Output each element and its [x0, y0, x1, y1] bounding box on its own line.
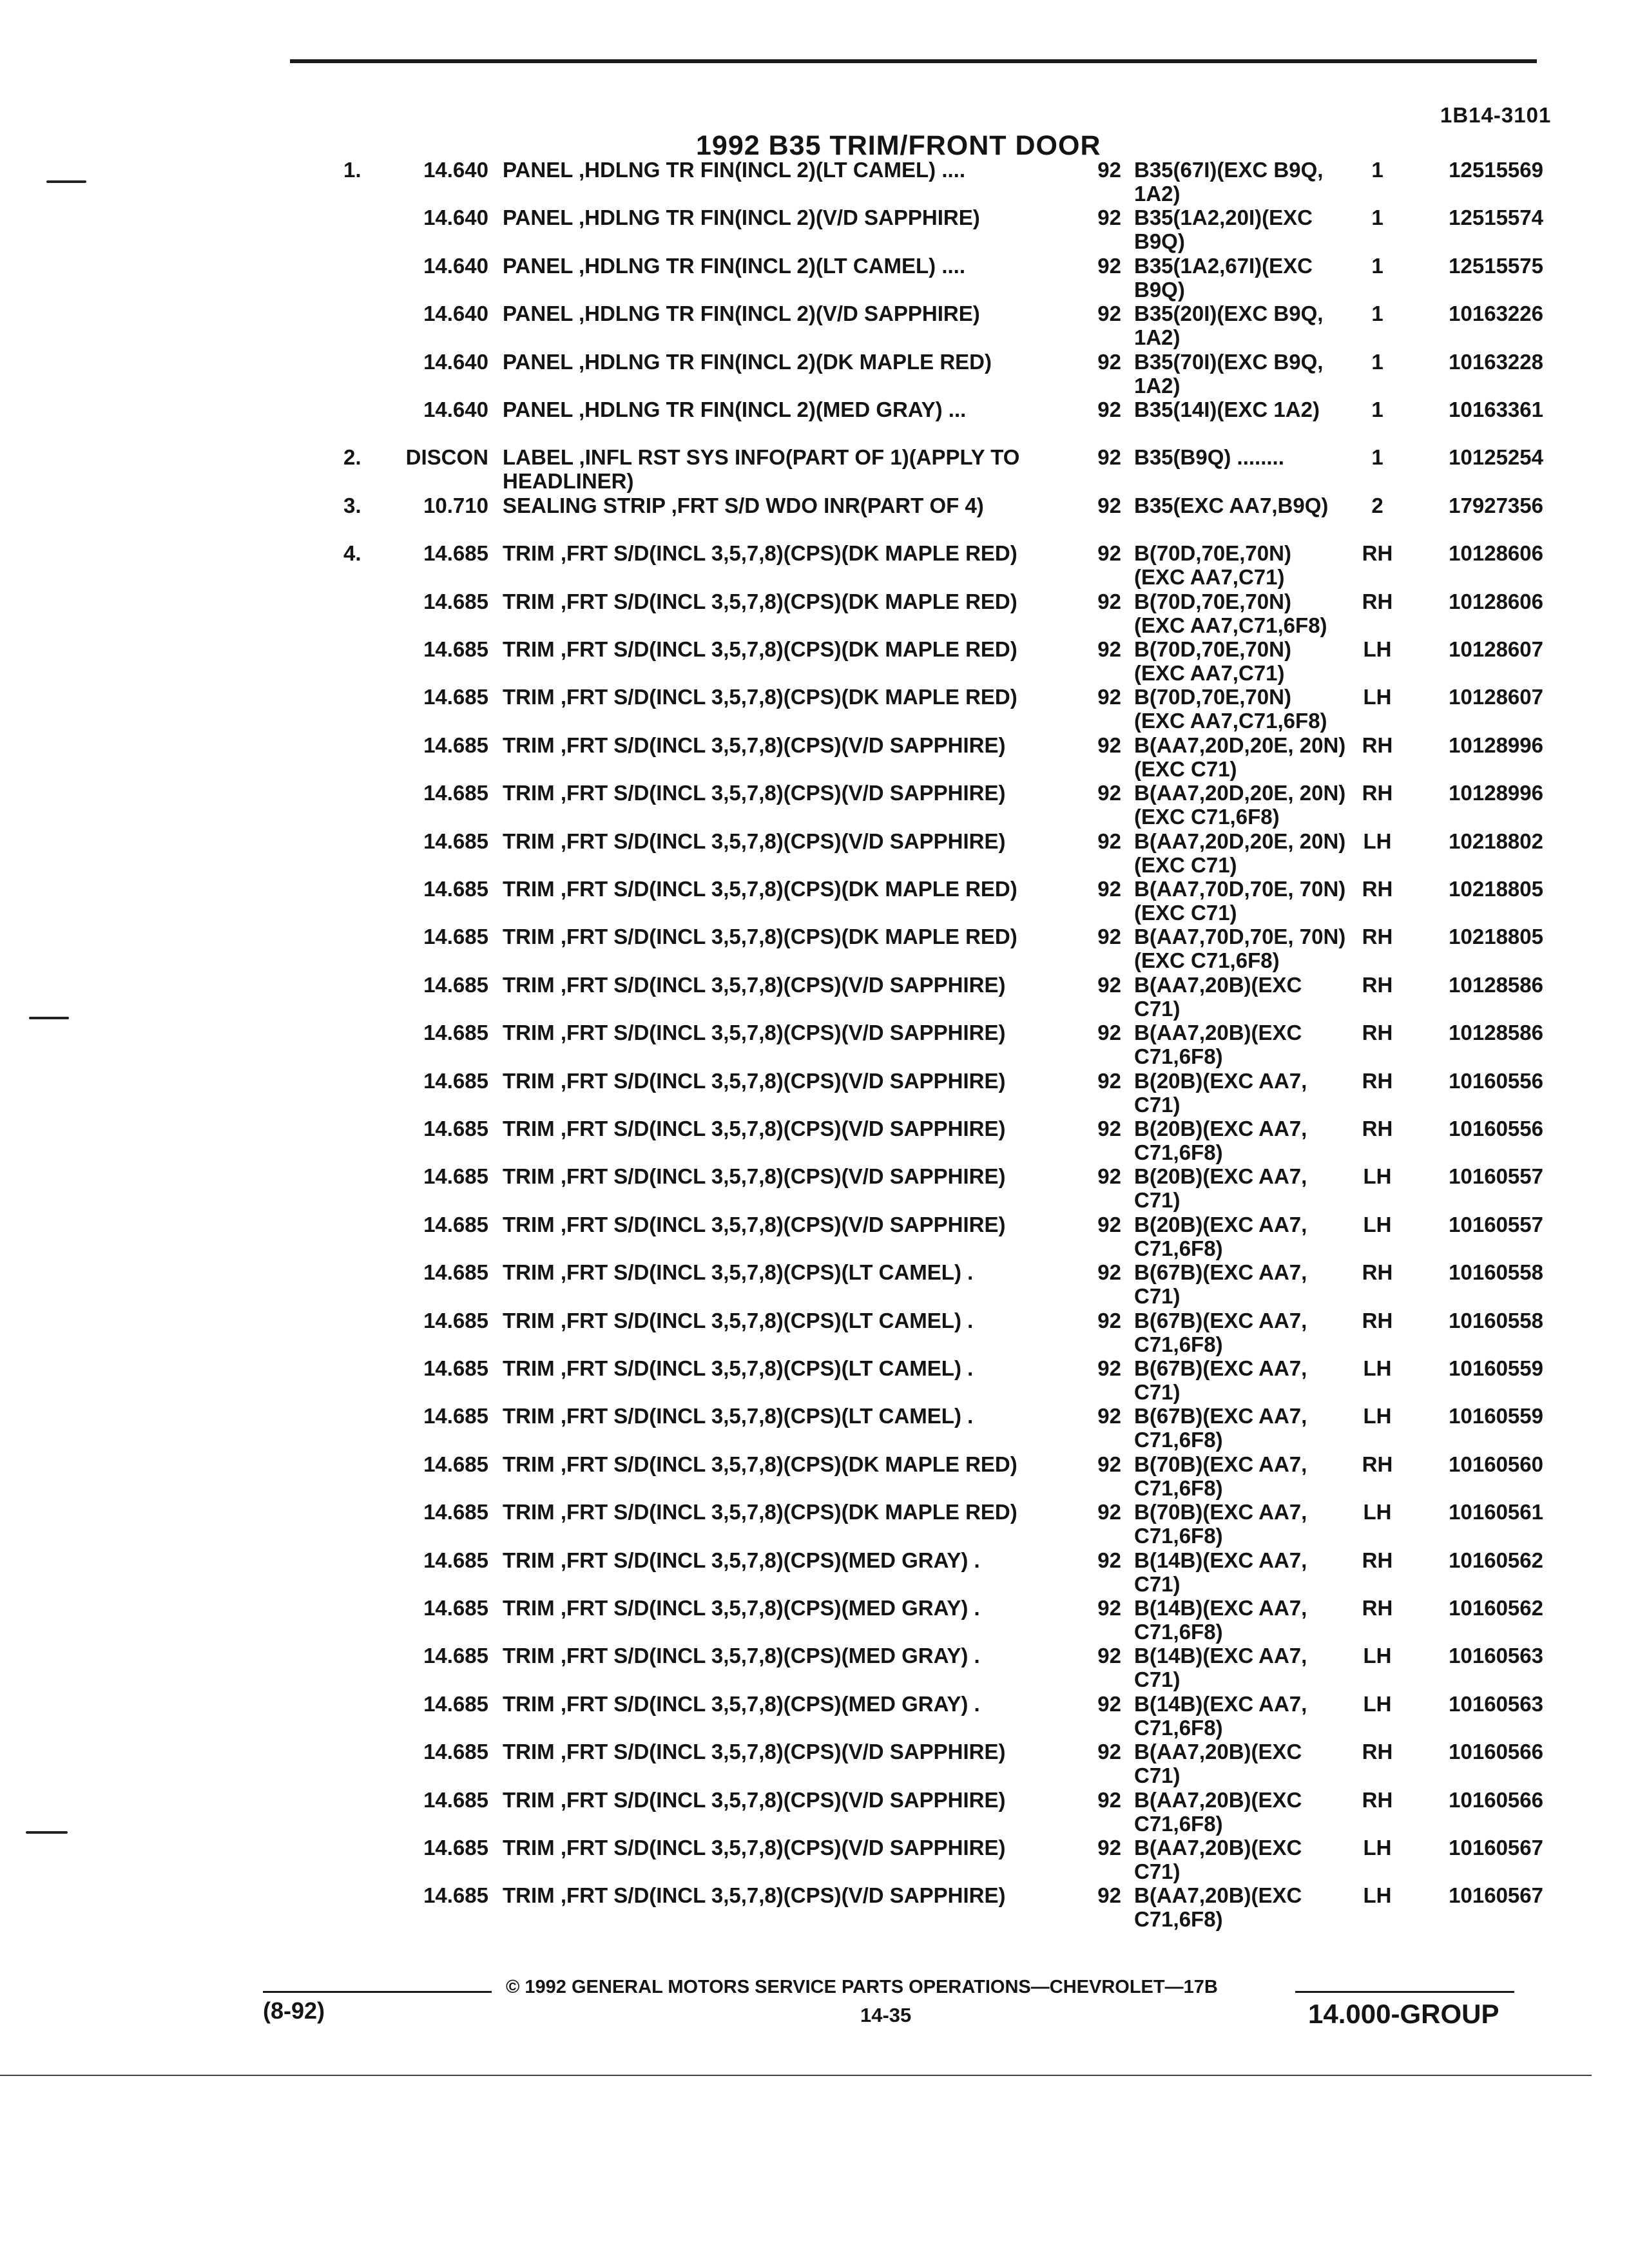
model-year: 92 [1097, 1836, 1121, 1860]
list-item [0, 1548, 1629, 1596]
group-number: 14.685 [423, 1021, 488, 1045]
usage-code: B(14B)(EXC AA7, C71) [1134, 1644, 1307, 1692]
part-number: 10160558 [1449, 1308, 1543, 1332]
quantity: RH [1362, 1787, 1393, 1812]
part-description: TRIM ,FRT S/D(INCL 3,5,7,8)(CPS)(DK MAPLE RED) [503, 637, 1017, 661]
usage-code: B(AA7,20B)(EXC C71,6F8) [1134, 1787, 1302, 1836]
list-item [0, 1596, 1629, 1644]
model-year: 92 [1097, 253, 1121, 278]
quantity: 1 [1371, 349, 1383, 374]
part-number: 10128586 [1449, 972, 1543, 997]
part-description: TRIM ,FRT S/D(INCL 3,5,7,8)(CPS)(MED GRAY) . [503, 1548, 980, 1572]
quantity: LH [1363, 1404, 1392, 1428]
list-item [0, 445, 1629, 493]
quantity: 1 [1371, 398, 1383, 421]
part-description: SEALING STRIP ,FRT S/D WDO INR(PART OF 4) [503, 493, 984, 517]
model-year: 92 [1097, 1787, 1121, 1812]
usage-code: B(70D,70E,70N) (EXC AA7,C71) [1134, 541, 1291, 590]
part-description: TRIM ,FRT S/D(INCL 3,5,7,8)(CPS)(V/D SAPPHIRE) [503, 1212, 1006, 1236]
model-year: 92 [1097, 1883, 1121, 1908]
group-number: 14.685 [423, 1691, 488, 1716]
part-number: 10160557 [1449, 1164, 1543, 1189]
model-year: 92 [1097, 1164, 1121, 1189]
group-number: 14.685 [423, 1356, 488, 1380]
part-description: TRIM ,FRT S/D(INCL 3,5,7,8)(CPS)(V/D SAPPHIRE) [503, 1787, 1006, 1812]
list-item [0, 1404, 1629, 1452]
usage-code: B35(1A2,20I)(EXC B9Q) [1134, 206, 1313, 254]
list-item [0, 637, 1629, 685]
part-description: TRIM ,FRT S/D(INCL 3,5,7,8)(CPS)(DK MAPLE RED) [503, 685, 1017, 709]
quantity: RH [1362, 1117, 1393, 1140]
list-item [0, 1069, 1629, 1117]
group-number: 14.685 [423, 1068, 488, 1093]
group-number: 14.685 [423, 1787, 488, 1812]
part-number: 10160562 [1449, 1548, 1543, 1572]
usage-code: B35(B9Q) ........ [1134, 445, 1284, 470]
list-item [0, 1309, 1629, 1356]
part-description: TRIM ,FRT S/D(INCL 3,5,7,8)(CPS)(V/D SAPPHIRE) [503, 1740, 1006, 1764]
quantity: LH [1363, 1212, 1392, 1236]
model-year: 92 [1097, 685, 1121, 709]
part-description: TRIM ,FRT S/D(INCL 3,5,7,8)(CPS)(V/D SAPPHIRE) [503, 1836, 1006, 1860]
usage-code: B(AA7,20B)(EXC C71) [1134, 972, 1302, 1021]
group-number: 14.685 [423, 1548, 488, 1572]
model-year: 92 [1097, 493, 1121, 517]
part-description: TRIM ,FRT S/D(INCL 3,5,7,8)(CPS)(V/D SAPPHIRE) [503, 829, 1006, 853]
part-number: 10160557 [1449, 1212, 1543, 1236]
list-item [0, 877, 1629, 925]
model-year: 92 [1097, 1740, 1121, 1764]
group-number: 14.685 [423, 1164, 488, 1189]
group-number: 10.710 [423, 493, 488, 517]
list-item [0, 350, 1629, 398]
model-year: 92 [1097, 158, 1121, 182]
usage-code: B(67B)(EXC AA7, C71,6F8) [1134, 1404, 1307, 1452]
part-description: PANEL ,HDLNG TR FIN(INCL 2)(MED GRAY) ... [503, 398, 967, 421]
group-number: 14.685 [423, 781, 488, 805]
part-description: PANEL ,HDLNG TR FIN(INCL 2)(V/D SAPPHIRE) [503, 302, 980, 326]
model-year: 92 [1097, 1500, 1121, 1524]
part-description: TRIM ,FRT S/D(INCL 3,5,7,8)(CPS)(MED GRAY) . [503, 1691, 980, 1716]
usage-code: B35(70I)(EXC B9Q, 1A2) [1134, 349, 1324, 398]
part-number: 10128607 [1449, 685, 1543, 709]
model-year: 92 [1097, 541, 1121, 566]
footer-rule-right [1295, 1991, 1514, 1993]
list-item [0, 685, 1629, 733]
list-item [0, 1644, 1629, 1691]
part-number: 10160560 [1449, 1452, 1543, 1476]
part-number: 10160566 [1449, 1787, 1543, 1812]
part-description: TRIM ,FRT S/D(INCL 3,5,7,8)(CPS)(V/D SAPPHIRE) [503, 1021, 1006, 1045]
group-number: 14.685 [423, 733, 488, 757]
usage-code: B(20B)(EXC AA7, C71) [1134, 1164, 1307, 1213]
group-number: 14.640 [423, 158, 488, 182]
usage-code: B(67B)(EXC AA7, C71) [1134, 1260, 1307, 1309]
part-description: TRIM ,FRT S/D(INCL 3,5,7,8)(CPS)(V/D SAPPHIRE) [503, 972, 1006, 997]
part-description: TRIM ,FRT S/D(INCL 3,5,7,8)(CPS)(MED GRAY) . [503, 1644, 980, 1668]
model-year: 92 [1097, 398, 1121, 421]
part-description: PANEL ,HDLNG TR FIN(INCL 2)(LT CAMEL) .... [503, 158, 966, 182]
usage-code: B(AA7,20B)(EXC C71,6F8) [1134, 1021, 1302, 1069]
part-description: TRIM ,FRT S/D(INCL 3,5,7,8)(CPS)(DK MAPLE RED) [503, 541, 1017, 566]
usage-code: B(AA7,20D,20E, 20N)(EXC C71) [1134, 829, 1346, 877]
list-item [0, 1500, 1629, 1548]
part-number: 10160566 [1449, 1740, 1543, 1764]
list-item [0, 1356, 1629, 1404]
part-description: TRIM ,FRT S/D(INCL 3,5,7,8)(CPS)(V/D SAPPHIRE) [503, 1068, 1006, 1093]
group-number: 14.640 [423, 302, 488, 326]
quantity: 1 [1371, 302, 1383, 326]
part-number: 10125254 [1449, 445, 1543, 470]
part-number: 10128606 [1449, 541, 1543, 566]
quantity: RH [1362, 1452, 1393, 1476]
part-number: 10160562 [1449, 1596, 1543, 1620]
part-description: TRIM ,FRT S/D(INCL 3,5,7,8)(CPS)(MED GRAY) . [503, 1596, 980, 1620]
part-description: TRIM ,FRT S/D(INCL 3,5,7,8)(CPS)(V/D SAPPHIRE) [503, 1117, 1006, 1140]
quantity: 1 [1371, 445, 1383, 470]
model-year: 92 [1097, 589, 1121, 613]
group-number: 14.685 [423, 877, 488, 901]
usage-code: B35(EXC AA7,B9Q) [1134, 493, 1329, 517]
part-number: 10218805 [1449, 877, 1543, 901]
quantity: RH [1362, 1740, 1393, 1764]
group-number: 14.685 [423, 589, 488, 613]
quantity: RH [1362, 877, 1393, 901]
usage-code: B(AA7,20D,20E, 20N)(EXC C71,6F8) [1134, 781, 1346, 829]
part-description: TRIM ,FRT S/D(INCL 3,5,7,8)(CPS)(DK MAPLE RED) [503, 589, 1017, 613]
part-number: 10128996 [1449, 781, 1543, 805]
part-number: 10160561 [1449, 1500, 1543, 1524]
quantity: RH [1362, 925, 1393, 949]
usage-code: B(14B)(EXC AA7, C71,6F8) [1134, 1691, 1307, 1740]
part-number: 10128586 [1449, 1021, 1543, 1045]
model-year: 92 [1097, 733, 1121, 757]
list-item [0, 1883, 1629, 1931]
group-number: 14.685 [423, 1836, 488, 1860]
part-number: 10160559 [1449, 1356, 1543, 1380]
usage-code: B35(67I)(EXC B9Q, 1A2) [1134, 158, 1324, 206]
group-number: 14.640 [423, 398, 488, 421]
usage-code: B(AA7,20B)(EXC C71,6F8) [1134, 1883, 1302, 1932]
part-description: TRIM ,FRT S/D(INCL 3,5,7,8)(CPS)(V/D SAPPHIRE) [503, 781, 1006, 805]
model-year: 92 [1097, 1452, 1121, 1476]
usage-code: B(AA7,70D,70E, 70N)(EXC C71,6F8) [1134, 925, 1346, 973]
model-year: 92 [1097, 925, 1121, 949]
usage-code: B(14B)(EXC AA7, C71,6F8) [1134, 1596, 1307, 1644]
item-number: 4. [343, 541, 361, 566]
group-number: DISCON [405, 445, 488, 470]
model-year: 92 [1097, 1021, 1121, 1045]
quantity: LH [1363, 1500, 1392, 1524]
group-label: 14.000-GROUP [1308, 1999, 1499, 2029]
part-number: 12515574 [1449, 206, 1543, 230]
part-number: 10163226 [1449, 302, 1543, 326]
model-year: 92 [1097, 206, 1121, 230]
part-description: TRIM ,FRT S/D(INCL 3,5,7,8)(CPS)(V/D SAPPHIRE) [503, 733, 1006, 757]
part-number: 10160558 [1449, 1260, 1543, 1285]
list-item [0, 1452, 1629, 1500]
group-number: 14.685 [423, 925, 488, 949]
quantity: LH [1363, 1691, 1392, 1716]
list-item [0, 206, 1629, 253]
part-number: 10160563 [1449, 1691, 1543, 1716]
part-number: 10128607 [1449, 637, 1543, 661]
usage-code: B(20B)(EXC AA7, C71,6F8) [1134, 1117, 1307, 1164]
part-description: TRIM ,FRT S/D(INCL 3,5,7,8)(CPS)(DK MAPLE RED) [503, 1452, 1017, 1476]
usage-code: B(70B)(EXC AA7, C71,6F8) [1134, 1452, 1307, 1500]
revision-date: (8-92) [263, 1997, 325, 2024]
usage-code: B(67B)(EXC AA7, C71,6F8) [1134, 1308, 1307, 1356]
quantity: RH [1362, 541, 1393, 566]
part-number: 12515569 [1449, 158, 1543, 182]
list-item [0, 1260, 1629, 1308]
part-number: 10218802 [1449, 829, 1543, 853]
part-description: TRIM ,FRT S/D(INCL 3,5,7,8)(CPS)(V/D SAPPHIRE) [503, 1883, 1006, 1908]
quantity: LH [1363, 685, 1392, 709]
part-number: 10163228 [1449, 349, 1543, 374]
model-year: 92 [1097, 781, 1121, 805]
group-number: 14.685 [423, 1117, 488, 1140]
quantity: LH [1363, 1883, 1392, 1908]
group-number: 14.685 [423, 1644, 488, 1668]
usage-code: B35(14I)(EXC 1A2) [1134, 398, 1320, 421]
part-description: LABEL ,INFL RST SYS INFO(PART OF 1)(APPLY TO HEADLINER) [503, 445, 1020, 494]
part-description: PANEL ,HDLNG TR FIN(INCL 2)(V/D SAPPHIRE) [503, 206, 980, 230]
usage-code: B(70D,70E,70N) (EXC AA7,C71) [1134, 637, 1291, 685]
quantity: RH [1362, 781, 1393, 805]
part-number: 10218805 [1449, 925, 1543, 949]
part-number: 10160559 [1449, 1404, 1543, 1428]
part-description: TRIM ,FRT S/D(INCL 3,5,7,8)(CPS)(V/D SAPPHIRE) [503, 1164, 1006, 1189]
model-year: 92 [1097, 972, 1121, 997]
usage-code: B(AA7,70D,70E, 70N)(EXC C71) [1134, 877, 1346, 925]
list-item [0, 1836, 1629, 1883]
usage-code: B(AA7,20D,20E, 20N)(EXC C71) [1134, 733, 1346, 781]
document-code: 1B14-3101 [1440, 103, 1552, 127]
quantity: LH [1363, 1356, 1392, 1380]
page-title: 1992 B35 TRIM/FRONT DOOR [696, 130, 1101, 161]
model-year: 92 [1097, 1260, 1121, 1285]
group-number: 14.685 [423, 1212, 488, 1236]
model-year: 92 [1097, 1308, 1121, 1332]
group-number: 14.685 [423, 972, 488, 997]
part-number: 10160567 [1449, 1836, 1543, 1860]
list-item [0, 1692, 1629, 1740]
model-year: 92 [1097, 1404, 1121, 1428]
usage-code: B(70B)(EXC AA7, C71,6F8) [1134, 1500, 1307, 1548]
item-number: 1. [343, 158, 361, 182]
quantity: RH [1362, 1021, 1393, 1045]
model-year: 92 [1097, 1212, 1121, 1236]
group-number: 14.685 [423, 637, 488, 661]
list-item [0, 541, 1629, 589]
part-description: TRIM ,FRT S/D(INCL 3,5,7,8)(CPS)(DK MAPLE RED) [503, 877, 1017, 901]
quantity: LH [1363, 1836, 1392, 1860]
part-description: TRIM ,FRT S/D(INCL 3,5,7,8)(CPS)(DK MAPLE RED) [503, 925, 1017, 949]
usage-code: B(14B)(EXC AA7, C71) [1134, 1548, 1307, 1596]
list-item [0, 973, 1629, 1021]
group-number: 14.640 [423, 206, 488, 230]
model-year: 92 [1097, 302, 1121, 326]
group-number: 14.685 [423, 1883, 488, 1908]
list-item [0, 1021, 1629, 1068]
list-item [0, 733, 1629, 781]
group-number: 14.685 [423, 1308, 488, 1332]
part-number: 10128996 [1449, 733, 1543, 757]
page-number: 14-35 [860, 2004, 912, 2026]
part-number: 10160556 [1449, 1068, 1543, 1093]
part-number: 10160567 [1449, 1883, 1543, 1908]
group-number: 14.685 [423, 1260, 488, 1285]
quantity: LH [1363, 637, 1392, 661]
model-year: 92 [1097, 1596, 1121, 1620]
part-description: TRIM ,FRT S/D(INCL 3,5,7,8)(CPS)(DK MAPLE RED) [503, 1500, 1017, 1524]
model-year: 92 [1097, 1644, 1121, 1668]
usage-code: B(70D,70E,70N) (EXC AA7,C71,6F8) [1134, 589, 1327, 637]
part-number: 12515575 [1449, 253, 1543, 278]
group-number: 14.640 [423, 349, 488, 374]
model-year: 92 [1097, 1548, 1121, 1572]
list-item [0, 1117, 1629, 1164]
item-number: 3. [343, 493, 361, 517]
model-year: 92 [1097, 637, 1121, 661]
list-item [0, 1164, 1629, 1212]
usage-code: B(AA7,20B)(EXC C71) [1134, 1740, 1302, 1788]
model-year: 92 [1097, 445, 1121, 470]
list-item [0, 1788, 1629, 1836]
quantity: 1 [1371, 206, 1383, 230]
list-item [0, 254, 1629, 302]
part-description: TRIM ,FRT S/D(INCL 3,5,7,8)(CPS)(LT CAMEL) . [503, 1260, 974, 1285]
usage-code: B35(20I)(EXC B9Q, 1A2) [1134, 302, 1324, 350]
model-year: 92 [1097, 829, 1121, 853]
group-number: 14.685 [423, 1596, 488, 1620]
list-item [0, 158, 1629, 206]
quantity: RH [1362, 1068, 1393, 1093]
top-rule [290, 59, 1537, 63]
quantity: RH [1362, 1260, 1393, 1285]
model-year: 92 [1097, 1117, 1121, 1140]
group-number: 14.685 [423, 829, 488, 853]
model-year: 92 [1097, 349, 1121, 374]
quantity: LH [1363, 1644, 1392, 1668]
group-number: 14.685 [423, 1452, 488, 1476]
quantity: RH [1362, 1596, 1393, 1620]
quantity: RH [1362, 1308, 1393, 1332]
bottom-rule [0, 2075, 1592, 2076]
usage-code: B(20B)(EXC AA7, C71,6F8) [1134, 1212, 1307, 1260]
list-item [0, 398, 1629, 445]
part-description: PANEL ,HDLNG TR FIN(INCL 2)(LT CAMEL) .... [503, 253, 966, 278]
model-year: 92 [1097, 877, 1121, 901]
copyright-notice: © 1992 GENERAL MOTORS SERVICE PARTS OPERATIONS—CHEVROLET—17B [506, 1977, 1218, 1997]
quantity: 2 [1371, 493, 1383, 517]
quantity: RH [1362, 589, 1393, 613]
group-number: 14.685 [423, 541, 488, 566]
group-number: 14.640 [423, 253, 488, 278]
list-item [0, 829, 1629, 877]
part-number: 17927356 [1449, 493, 1543, 517]
quantity: RH [1362, 972, 1393, 997]
part-description: PANEL ,HDLNG TR FIN(INCL 2)(DK MAPLE RED) [503, 349, 992, 374]
usage-code: B35(1A2,67I)(EXC B9Q) [1134, 253, 1313, 302]
quantity: 1 [1371, 253, 1383, 278]
footer-rule-left [263, 1991, 492, 1993]
list-item [0, 302, 1629, 349]
usage-code: B(70D,70E,70N) (EXC AA7,C71,6F8) [1134, 685, 1327, 733]
group-number: 14.685 [423, 1740, 488, 1764]
model-year: 92 [1097, 1691, 1121, 1716]
usage-code: B(20B)(EXC AA7, C71) [1134, 1068, 1307, 1117]
quantity: 1 [1371, 158, 1383, 182]
quantity: RH [1362, 1548, 1393, 1572]
item-number: 2. [343, 445, 361, 470]
part-description: TRIM ,FRT S/D(INCL 3,5,7,8)(CPS)(LT CAMEL) . [503, 1404, 974, 1428]
part-number: 10163361 [1449, 398, 1543, 421]
list-item [0, 925, 1629, 972]
part-description: TRIM ,FRT S/D(INCL 3,5,7,8)(CPS)(LT CAMEL) . [503, 1356, 974, 1380]
list-item [0, 1213, 1629, 1260]
list-item [0, 781, 1629, 829]
quantity: LH [1363, 1164, 1392, 1189]
group-number: 14.685 [423, 1500, 488, 1524]
usage-code: B(67B)(EXC AA7, C71) [1134, 1356, 1307, 1404]
quantity: RH [1362, 733, 1393, 757]
part-description: TRIM ,FRT S/D(INCL 3,5,7,8)(CPS)(LT CAMEL) . [503, 1308, 974, 1332]
group-number: 14.685 [423, 1404, 488, 1428]
quantity: LH [1363, 829, 1392, 853]
list-item [0, 1740, 1629, 1787]
group-number: 14.685 [423, 685, 488, 709]
usage-code: B(AA7,20B)(EXC C71) [1134, 1836, 1302, 1883]
part-number: 10160563 [1449, 1644, 1543, 1668]
model-year: 92 [1097, 1068, 1121, 1093]
model-year: 92 [1097, 1356, 1121, 1380]
part-number: 10160556 [1449, 1117, 1543, 1140]
list-item [0, 590, 1629, 637]
part-number: 10128606 [1449, 589, 1543, 613]
list-item [0, 494, 1629, 541]
